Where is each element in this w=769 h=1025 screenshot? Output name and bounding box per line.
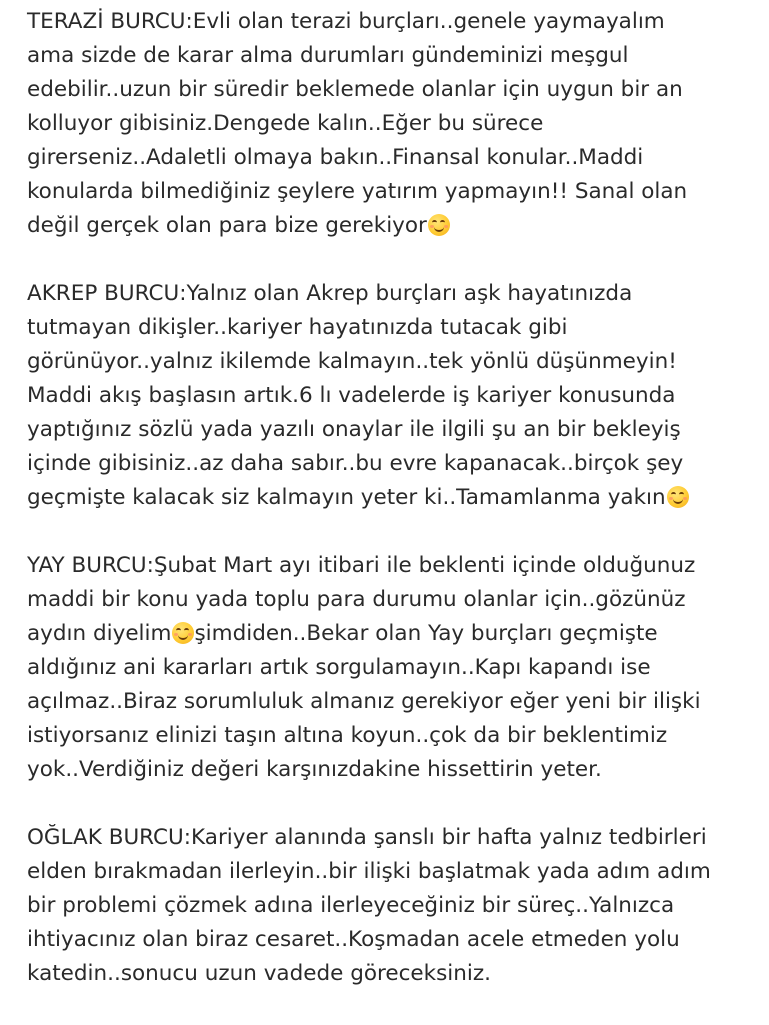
text-line: açılmaz..Biraz sorumluluk almanız gerekiyor eğer yeni bir ilişki	[27, 689, 701, 714]
text-line: YAY BURCU:Şubat Mart ayı itibari ile beklenti içinde olduğunuz	[27, 553, 696, 578]
post-text	[27, 5, 757, 1025]
text-line: bir problemi çözmek adına ilerleyeceğiniz bir süreç..Yalnızca	[27, 893, 675, 918]
text-segment: aydın diyelim	[27, 621, 172, 646]
paragraph-oglak	[27, 821, 757, 991]
smiling-face-emoji-icon	[172, 622, 194, 644]
text-segment: değil gerçek olan para bize gerekiyor	[27, 213, 427, 238]
text-line: tutmayan dikişler..kariyer hayatınızda tutacak gibi	[27, 315, 568, 340]
text-line: TERAZİ BURCU:Evli olan terazi burçları..genele yaymayalım	[27, 9, 665, 34]
text-line: AKREP BURCU:Yalnız olan Akrep burçları aşk hayatınızda	[27, 281, 633, 306]
text-line: kolluyor gibisiniz.Dengede kalın..Eğer bu sürece	[27, 111, 544, 136]
smiling-face-emoji-icon	[667, 486, 689, 508]
text-line: yok..Verdiğiniz değeri karşınızdakine hissettirin yeter.	[27, 757, 602, 782]
text-line: görünüyor..yalnız ikilemde kalmayın..tek yönlü düşünmeyin!	[27, 349, 677, 374]
text-line: edebilir..uzun bir süredir beklemede olanlar için uygun bir an	[27, 77, 683, 102]
text-line: istiyorsanız elinizi taşın altına koyun..çok da bir beklentimiz	[27, 723, 668, 748]
text-line: ihtiyacınız olan biraz cesaret..Koşmadan acele etmeden yolu	[27, 927, 680, 952]
text-line: aldığınız ani kararları artık sorgulamayın..Kapı kapandı ise	[27, 655, 651, 680]
text-line: maddi bir konu yada toplu para durumu olanlar için..gözünüz	[27, 587, 686, 612]
text-line	[27, 617, 757, 651]
paragraph-terazi	[27, 5, 757, 243]
text-line: ama sizde de karar alma durumları gündeminizi meşgul	[27, 43, 629, 68]
paragraph-akrep	[27, 277, 757, 515]
text-line: katedin..sonucu uzun vadede göreceksiniz.	[27, 961, 491, 986]
text-line: içinde gibisiniz..az daha sabır..bu evre kapanacak..birçok şey	[27, 451, 684, 476]
text-line: konularda bilmediğiniz şeylere yatırım yapmayın!! Sanal olan	[27, 179, 688, 204]
text-line: OĞLAK BURCU:Kariyer alanında şanslı bir hafta yalnız tedbirleri	[27, 825, 707, 850]
text-line: elden bırakmadan ilerleyin..bir ilişki başlatmak yada adım adım	[27, 859, 711, 884]
text-line	[27, 209, 757, 243]
text-line: girerseniz..Adaletli olmaya bakın..Finansal konular..Maddi	[27, 145, 644, 170]
text-line	[27, 481, 757, 515]
text-line: Maddi akış başlasın artık.6 lı vadelerde iş kariyer konusunda	[27, 383, 676, 408]
paragraph-yay	[27, 549, 757, 787]
smiling-face-emoji-icon	[428, 214, 450, 236]
text-segment: geçmişte kalacak siz kalmayın yeter ki..Tamamlanma yakın	[27, 485, 666, 510]
text-segment: şimdiden..Bekar olan Yay burçları geçmişte	[194, 621, 658, 646]
text-line: yaptığınız sözlü yada yazılı onaylar ile ilgili şu an bir bekleyiş	[27, 417, 681, 442]
